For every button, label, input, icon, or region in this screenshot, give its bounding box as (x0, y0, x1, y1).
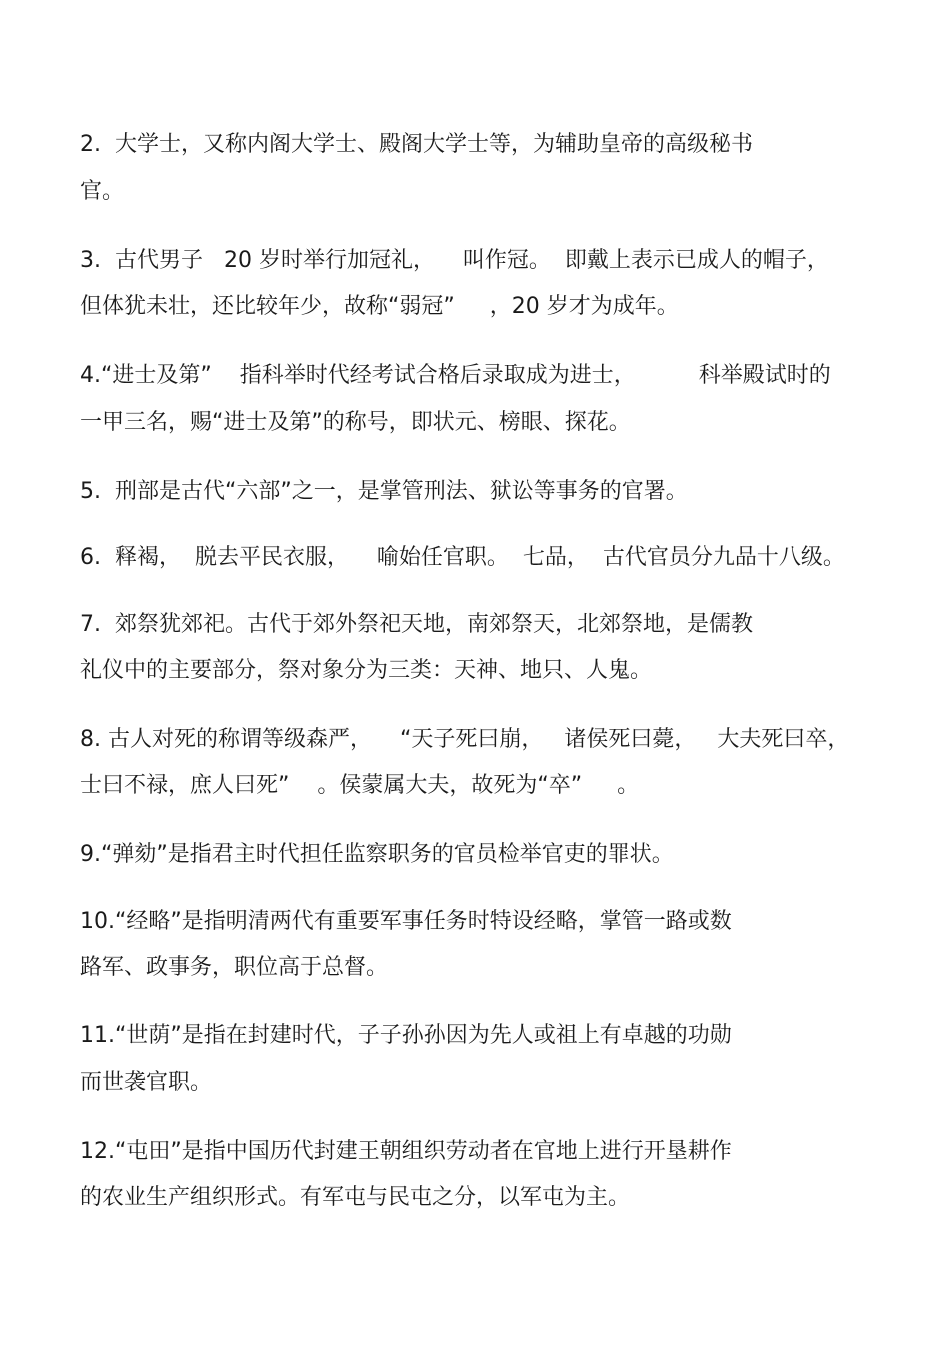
item-3-line-1: 3. 古代男子 20 岁时举行加冠礼， 叫作冠。 即戴上表示已成人的帽子， (80, 248, 829, 273)
item-2-line-2: 官。 (80, 179, 125, 204)
item-3-line-2: 但体犹未壮，还比较年少，故称“弱冠” ，20 岁才为成年。 (80, 294, 679, 319)
item-2-line-1: 2. 大学士，又称内阁大学士、殿阁大学士等，为辅助皇帝的高级秘书 (80, 132, 753, 157)
item-11-line-1: 11.“世荫”是指在封建时代，子子孙孙因为先人或祖上有卓越的功勋 (80, 1023, 732, 1048)
item-12-line-2: 的农业生产组织形式。有军屯与民屯之分，以军屯为主。 (80, 1185, 631, 1210)
item-8-line-1: 8. 古人对死的称谓等级森严， “天子死曰崩， 诸侯死曰薨， 大夫死曰卒， (80, 727, 850, 752)
item-11-line-2: 而世袭官职。 (80, 1070, 213, 1095)
item-12-line-1: 12.“屯田”是指中国历代封建王朝组织劳动者在官地上进行开垦耕作 (80, 1139, 732, 1164)
item-6-line-1: 6. 释褐， 脱去平民衣服， 喻始任官职。 七品， 古代官员分九品十八级。 (80, 545, 845, 570)
item-4-line-1: 4.“进士及第” 指科举时代经考试合格后录取成为进士， 科举殿试时的 (80, 363, 831, 388)
item-7-line-2: 礼仪中的主要部分，祭对象分为三类：天神、地只、人鬼。 (80, 658, 653, 683)
item-10-line-2: 路军、政事务，职位高于总督。 (80, 955, 389, 980)
item-4-line-2: 一甲三名，赐“进士及第”的称号，即状元、榜眼、探花。 (80, 410, 631, 435)
item-10-line-1: 10.“经略”是指明清两代有重要军事任务时特设经略，掌管一路或数 (80, 909, 732, 934)
item-5-line-1: 5. 刑部是古代“六部”之一，是掌管刑法、狱讼等事务的官署。 (80, 479, 688, 504)
item-7-line-1: 7. 郊祭犹郊祀。古代于郊外祭祀天地，南郊祭天，北郊祭地，是儒教 (80, 612, 753, 637)
item-9-line-1: 9.“弹劾”是指君主时代担任监察职务的官员检举官吏的罪状。 (80, 842, 674, 867)
item-8-line-2: 士曰不禄，庶人曰死” 。侯蒙属大夫，故死为“卒” 。 (80, 773, 640, 798)
